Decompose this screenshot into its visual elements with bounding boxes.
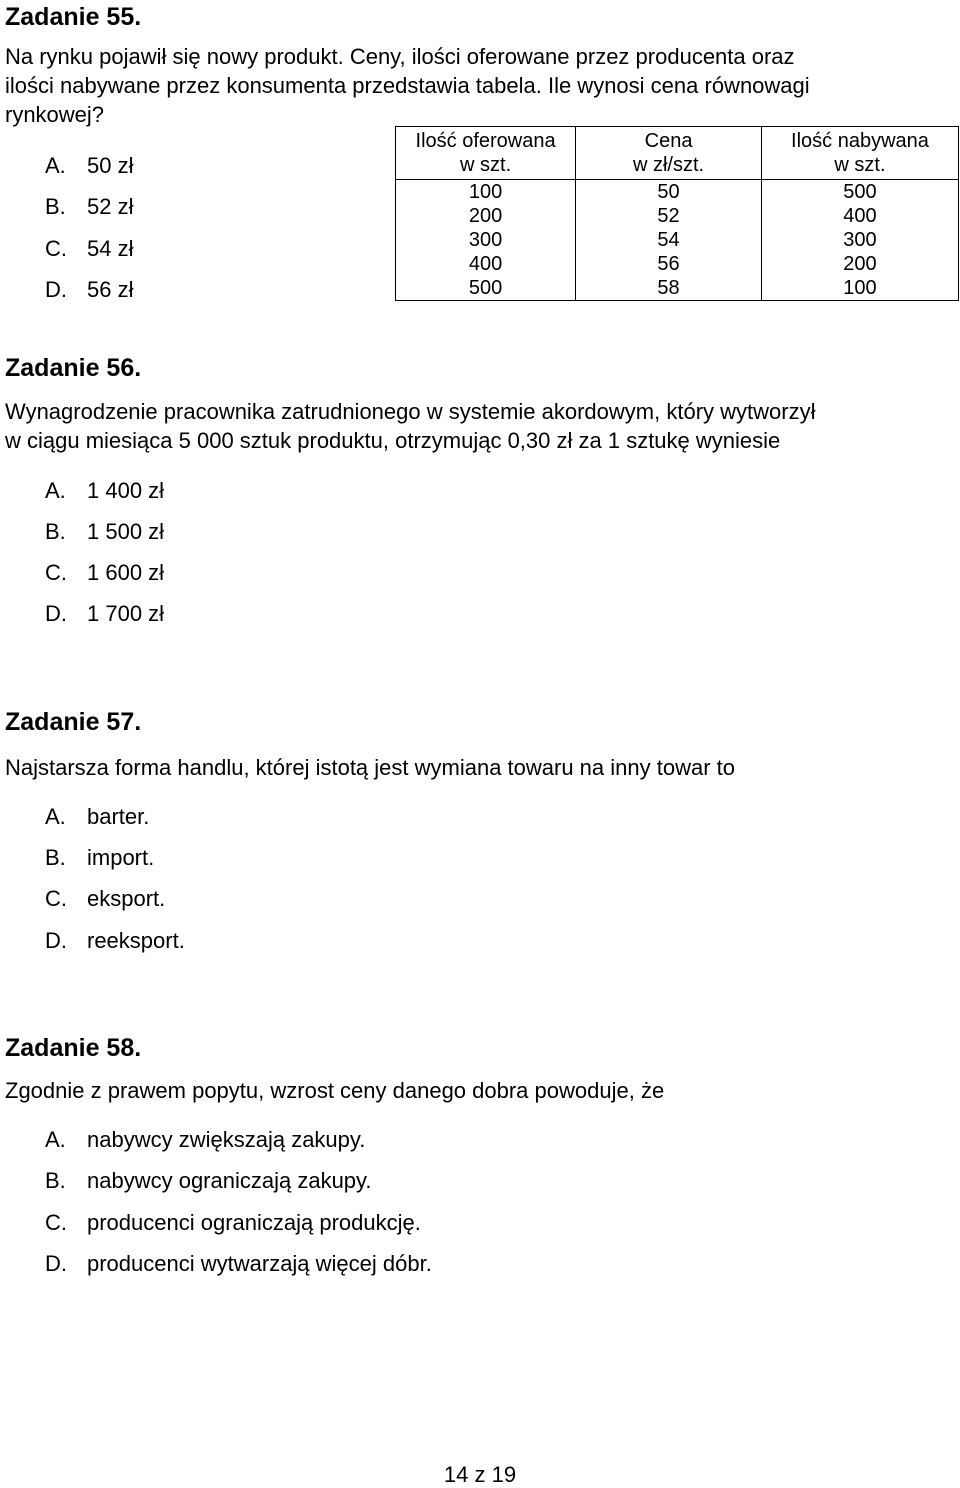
task-56-text-line: Wynagrodzenie pracownika zatrudnionego w systemie akordowym, który wytworzył (5, 399, 816, 424)
task-57-option-c: C. eksport. (45, 886, 166, 911)
task-55-option-d: D. 56 zł (45, 277, 134, 302)
table-cell: 200 (761, 252, 958, 276)
task-56-option-b: B. 1 500 zł (45, 519, 165, 544)
table-cell: 400 (396, 252, 576, 276)
table-row (396, 252, 959, 276)
task-58-option-a: A. nabywcy zwiększają zakupy. (45, 1127, 366, 1152)
task-57-text-line: Najstarsza forma handlu, której istotą jest wymiana towaru na inny towar to (5, 755, 735, 780)
table-cell: 54 (576, 228, 762, 252)
task-56-option-a: A. 1 400 zł (45, 478, 165, 503)
table-row (396, 276, 959, 301)
table-cell: 300 (396, 228, 576, 252)
table-row (396, 180, 959, 205)
table-row (396, 204, 959, 228)
table-cell: 52 (576, 204, 762, 228)
page-number: 14 z 19 (443, 1462, 517, 1487)
task-55-option-c: C. 54 zł (45, 236, 134, 261)
task-55-text-line: ilości nabywane przez konsumenta przedstawia tabela. Ile wynosi cena równowagi (5, 73, 810, 98)
table-header-row (396, 127, 959, 180)
table-cell: 100 (761, 276, 958, 301)
header-demanded-quantity: Ilość nabywana w szt. (761, 127, 958, 180)
table-cell: 500 (396, 276, 576, 301)
task-55-text-line: Na rynku pojawił się nowy produkt. Ceny, ilości oferowane przez producenta oraz (5, 44, 795, 69)
task-55-text-line: rynkowej? (5, 102, 105, 127)
task-56-option-d: D. 1 700 zł (45, 601, 165, 626)
task-55-option-a: A. 50 zł (45, 153, 134, 178)
task-56-option-c: C. 1 600 zł (45, 560, 165, 585)
task-55-option-b: B. 52 zł (45, 194, 134, 219)
task-56-text-line: w ciągu miesiąca 5 000 sztuk produktu, otrzymując 0,30 zł za 1 sztukę wyniesie (5, 428, 781, 453)
task-58-title: Zadanie 58. (5, 1034, 142, 1062)
table-cell: 58 (576, 276, 762, 301)
task-58-option-c: C. producenci ograniczają produkcję. (45, 1210, 421, 1235)
task-57-option-b: B. import. (45, 845, 155, 870)
task-58-option-b: B. nabywcy ograniczają zakupy. (45, 1168, 372, 1193)
table-cell: 300 (761, 228, 958, 252)
header-supplied-quantity: Ilość oferowana w szt. (396, 127, 576, 180)
table-cell: 100 (396, 180, 576, 205)
task-56-title: Zadanie 56. (5, 354, 142, 382)
header-price: Cena w zł/szt. (576, 127, 762, 180)
market-table (395, 126, 959, 301)
table-cell: 56 (576, 252, 762, 276)
table-cell: 400 (761, 204, 958, 228)
table-cell: 200 (396, 204, 576, 228)
task-58-text-line: Zgodnie z prawem popytu, wzrost ceny danego dobra powoduje, że (5, 1078, 665, 1103)
task-58-option-d: D. producenci wytwarzają więcej dóbr. (45, 1251, 432, 1276)
task-57-option-a: A. barter. (45, 804, 150, 829)
task-55-title: Zadanie 55. (5, 3, 142, 31)
table-cell: 50 (576, 180, 762, 205)
table-cell: 500 (761, 180, 958, 205)
task-57-title: Zadanie 57. (5, 708, 142, 736)
table-row (396, 228, 959, 252)
task-57-option-d: D. reeksport. (45, 928, 185, 953)
